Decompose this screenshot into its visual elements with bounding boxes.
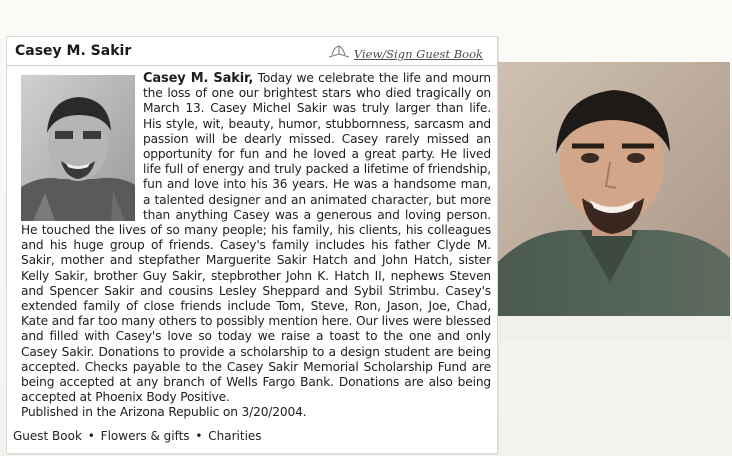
obituary-article: [21, 71, 491, 421]
portrait-photo-large: [498, 62, 730, 316]
footer-separator: •: [195, 429, 203, 443]
guestbook-link-text[interactable]: View/Sign Guest Book: [353, 46, 483, 61]
obituary-name-heading: Casey M. Sakir: [15, 43, 132, 59]
footer-links: [13, 429, 264, 443]
clipping-header: [7, 37, 497, 66]
obituary-clipping: [6, 36, 498, 454]
footer-link-flowers[interactable]: Flowers & gifts: [100, 429, 190, 443]
guestbook-link[interactable]: [328, 44, 483, 63]
published-note: Published in the Arizona Republic on 3/20/2004.: [21, 405, 307, 420]
book-icon: [328, 44, 350, 63]
footer-link-charities[interactable]: Charities: [208, 429, 262, 443]
footer-link-guest-book[interactable]: Guest Book: [13, 429, 82, 443]
photo-bottom-margin: [498, 316, 730, 342]
article-lead-name: Casey M. Sakir,: [143, 71, 254, 86]
article-body: Today we celebrate the life and mourn the loss of one our brightest stars who died tragically on March 13. Casey Michel Sakir was truly larger than life. His style, wit, beauty, humor, stubbornness, sarcasm and passion will be dearly missed. Casey rarely missed an opportunity for fun and he loved a great party. He lived life full of energy and truly packed a lifetime of friendship, fun and love into his 36 years. He was a handsome man, a talented designer and an animated character, but more than anything Casey was a generous and loving person. He touched the lives of so many people; his family, his clients, his colleagues and his huge group of friends. Casey's family includes his father Clyde M. Sakir, mother and stepfather Marguerite Sakir Hatch and John Hatch, sister Kelly Sakir, brother Guy Sakir, stepbrother John K. Hatch II, nephews Steven and Spencer Sakir and cousins Lesley Sheppard and Sybil Strimbu. Casey's extended family of close friends include Tom, Steve, Ron, Jason, Joe, Chad, Kate and far too many others to possibly mention here. Our lives were blessed and filled with Casey's love so today we raise a toast to the one and only Casey Sakir. Donations to provide a scholarship to a design student are being accepted. Checks payable to the Casey Sakir Memorial Scholarship Fund are being accepted at any branch of Wells Fargo Bank. Donations are also being accepted at Phoenix Body Positive.: [21, 71, 491, 405]
footer-separator: •: [87, 429, 95, 443]
